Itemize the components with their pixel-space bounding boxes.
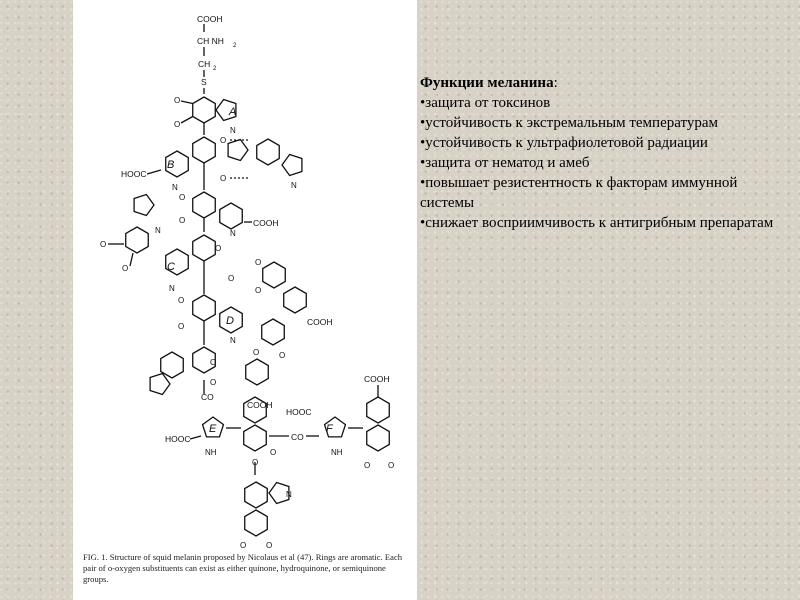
oxygen-label: O — [178, 322, 185, 331]
ring-a-label: A — [229, 106, 237, 118]
function-item-temperature: • устойчивость к экстремальным температурам — [420, 113, 790, 133]
nh2-subscript: 2 — [233, 43, 237, 49]
oxygen-label: O — [215, 244, 222, 253]
ring-e-label: E — [209, 423, 217, 435]
bond-line — [181, 117, 193, 124]
oxygen-label: O — [252, 458, 259, 467]
benzene-ring — [161, 352, 184, 378]
functions-title-colon: : — [553, 75, 558, 91]
oxygen-label: O — [228, 274, 235, 283]
oxygen-label: O — [270, 448, 277, 457]
nh-label: NH — [205, 448, 217, 457]
hooc-label: HOOC — [165, 434, 191, 444]
melanin-structure-figure — [73, 0, 417, 600]
oxygen-label: O — [174, 96, 181, 105]
pyrrole-ring — [134, 195, 154, 216]
hooc-label: HOOC — [121, 169, 147, 179]
benzene-ring — [244, 425, 267, 451]
benzene-ring — [193, 192, 216, 218]
oxygen-label: O — [255, 258, 262, 267]
figure-caption: FIG. 1. Structure of squid melanin proposed by Nicolaus et al (47). Rings are aromatic. Each pair of o-oxygen substituents can exist as either quinone, hydroquinone, or semiquinone groups. — [83, 552, 403, 584]
bond-line — [181, 101, 193, 104]
nitrogen-label: N — [286, 490, 292, 499]
ring-d-label: D — [226, 315, 234, 327]
cooh-label: COOH — [364, 374, 390, 384]
oxygen-label: O — [253, 348, 260, 357]
oxygen-label: O — [220, 136, 227, 145]
oxygen-label: O — [122, 264, 129, 273]
functions-title-bold: Функции меланина — [420, 75, 554, 91]
ch2-label: CH — [198, 59, 211, 69]
oxygen-label: O — [255, 286, 262, 295]
oxygen-label: O — [240, 541, 247, 550]
oxygen-label: O — [388, 461, 395, 470]
oxygen-label: O — [266, 541, 273, 550]
benzene-ring — [367, 397, 390, 423]
nitrogen-label: N — [230, 126, 236, 135]
cooh-label: COOH — [253, 218, 279, 228]
bond-lines — [108, 24, 389, 536]
ring-b-label: B — [167, 159, 175, 171]
pyrrole-ring — [282, 155, 302, 176]
ring-c-label: C — [167, 261, 175, 273]
cooh-label: COOH — [247, 400, 273, 410]
bond-line — [147, 170, 161, 174]
cooh-label: COOH — [197, 14, 223, 24]
function-item-immune: • повышает резистентность к факторам иммунной системы — [420, 173, 790, 213]
co-label: CO — [201, 392, 214, 402]
hooc-label: HOOC — [286, 407, 312, 417]
atom-labels — [100, 14, 394, 550]
oxygen-label: O — [178, 296, 185, 305]
benzene-ring — [193, 295, 216, 321]
oxygen-label: O — [179, 216, 186, 225]
nitrogen-label: N — [230, 336, 236, 345]
benzene-ring — [367, 425, 390, 451]
oxygen-label: O — [100, 240, 107, 249]
benzene-ring — [246, 359, 269, 385]
nitrogen-label: N — [291, 181, 297, 190]
ring-f-label: F — [326, 423, 333, 435]
pyrrole-ring — [228, 140, 248, 161]
bond-line — [190, 436, 201, 439]
benzene-ring — [262, 319, 285, 345]
bond-line — [130, 253, 133, 266]
oxygen-label: O — [210, 358, 217, 367]
ch-nh2-label: CH NH — [197, 36, 224, 46]
oxygen-label: O — [364, 461, 371, 470]
function-item-uv: • устойчивость к ультрафиолетовой радиации — [420, 133, 790, 153]
oxygen-label: O — [220, 174, 227, 183]
nitrogen-label: N — [172, 183, 178, 192]
functions-title — [420, 73, 790, 93]
benzene-ring — [245, 482, 268, 508]
oxygen-label: O — [210, 378, 217, 387]
benzene-ring — [245, 510, 268, 536]
benzene-ring — [193, 235, 216, 261]
benzene-ring — [220, 203, 243, 229]
function-item-antifungal: • снижает восприимчивость к антигрибным препаратам — [420, 213, 790, 233]
oxygen-label: O — [279, 351, 286, 360]
benzene-ring — [263, 262, 286, 288]
melanin-structure-diagram — [73, 0, 417, 600]
ch2-subscript: 2 — [213, 66, 217, 72]
cooh-label: COOH — [307, 317, 333, 327]
benzene-ring — [257, 139, 280, 165]
function-item-toxins: • защита от токсинов — [420, 93, 790, 113]
co-label: CO — [291, 432, 304, 442]
nitrogen-label: N — [169, 284, 175, 293]
melanin-functions-text — [420, 73, 790, 233]
function-item-nematodes: • защита от нематод и амеб — [420, 153, 790, 173]
nitrogen-label: N — [155, 226, 161, 235]
benzene-ring — [193, 97, 216, 123]
benzene-ring — [126, 227, 149, 253]
benzene-ring — [193, 137, 216, 163]
s-label: S — [201, 77, 207, 87]
benzene-ring — [284, 287, 307, 313]
oxygen-label: O — [174, 120, 181, 129]
nh-label: NH — [331, 448, 343, 457]
pyrrole-ring — [150, 374, 170, 395]
nitrogen-label: N — [230, 229, 236, 238]
oxygen-label: O — [179, 193, 186, 202]
